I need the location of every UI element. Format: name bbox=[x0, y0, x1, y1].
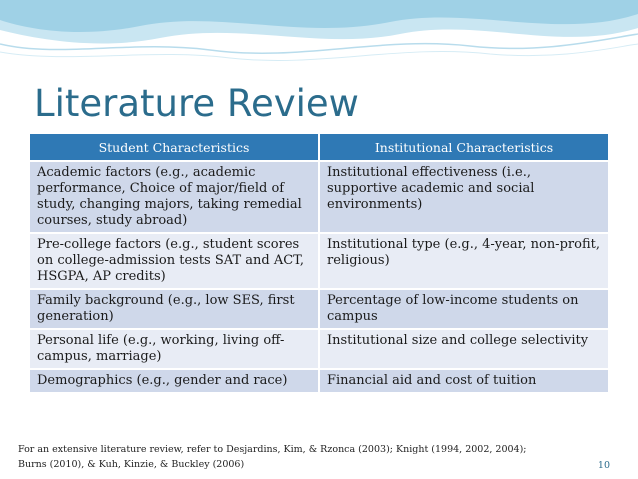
table-header-row bbox=[30, 134, 608, 161]
table-cell: Personal life (e.g., working, living off-campus, marriage) bbox=[30, 329, 319, 369]
table-cell: Family background (e.g., low SES, first generation) bbox=[30, 289, 319, 329]
header-institutional-characteristics: Institutional Characteristics bbox=[319, 134, 608, 161]
table-cell: Academic factors (e.g., academic performance, Choice of major/field of study, changing majors, taking remedial courses, study abroad) bbox=[30, 161, 319, 233]
table-row bbox=[30, 161, 608, 233]
table-cell: Pre-college factors (e.g., student scores on college-admission tests SAT and ACT, HSGPA, AP credits) bbox=[30, 233, 319, 289]
header-wave-decoration bbox=[0, 0, 638, 72]
header-student-characteristics: Student Characteristics bbox=[30, 134, 319, 161]
table-cell: Percentage of low-income students on campus bbox=[319, 289, 608, 329]
footnote-citation: For an extensive literature review, refer to Desjardins, Kim, & Rzonca (2003); Knight (1994, 2002, 2004); Burns (2010), & Kuh, Kinzie, & Buckley (2006) bbox=[18, 444, 527, 470]
page-number: 10 bbox=[597, 460, 610, 471]
table-cell: Institutional size and college selectivity bbox=[319, 329, 608, 369]
literature-table bbox=[30, 134, 608, 392]
table-cell: Institutional type (e.g., 4-year, non-profit, religious) bbox=[319, 233, 608, 289]
table-cell: Financial aid and cost of tuition bbox=[319, 369, 608, 392]
slide-title: Literature Review bbox=[34, 82, 359, 125]
table-row bbox=[30, 289, 608, 329]
table-row bbox=[30, 233, 608, 289]
table-cell: Demographics (e.g., gender and race) bbox=[30, 369, 319, 392]
table-cell: Institutional effectiveness (i.e., supportive academic and social environments) bbox=[319, 161, 608, 233]
table-row bbox=[30, 369, 608, 392]
table-row bbox=[30, 329, 608, 369]
